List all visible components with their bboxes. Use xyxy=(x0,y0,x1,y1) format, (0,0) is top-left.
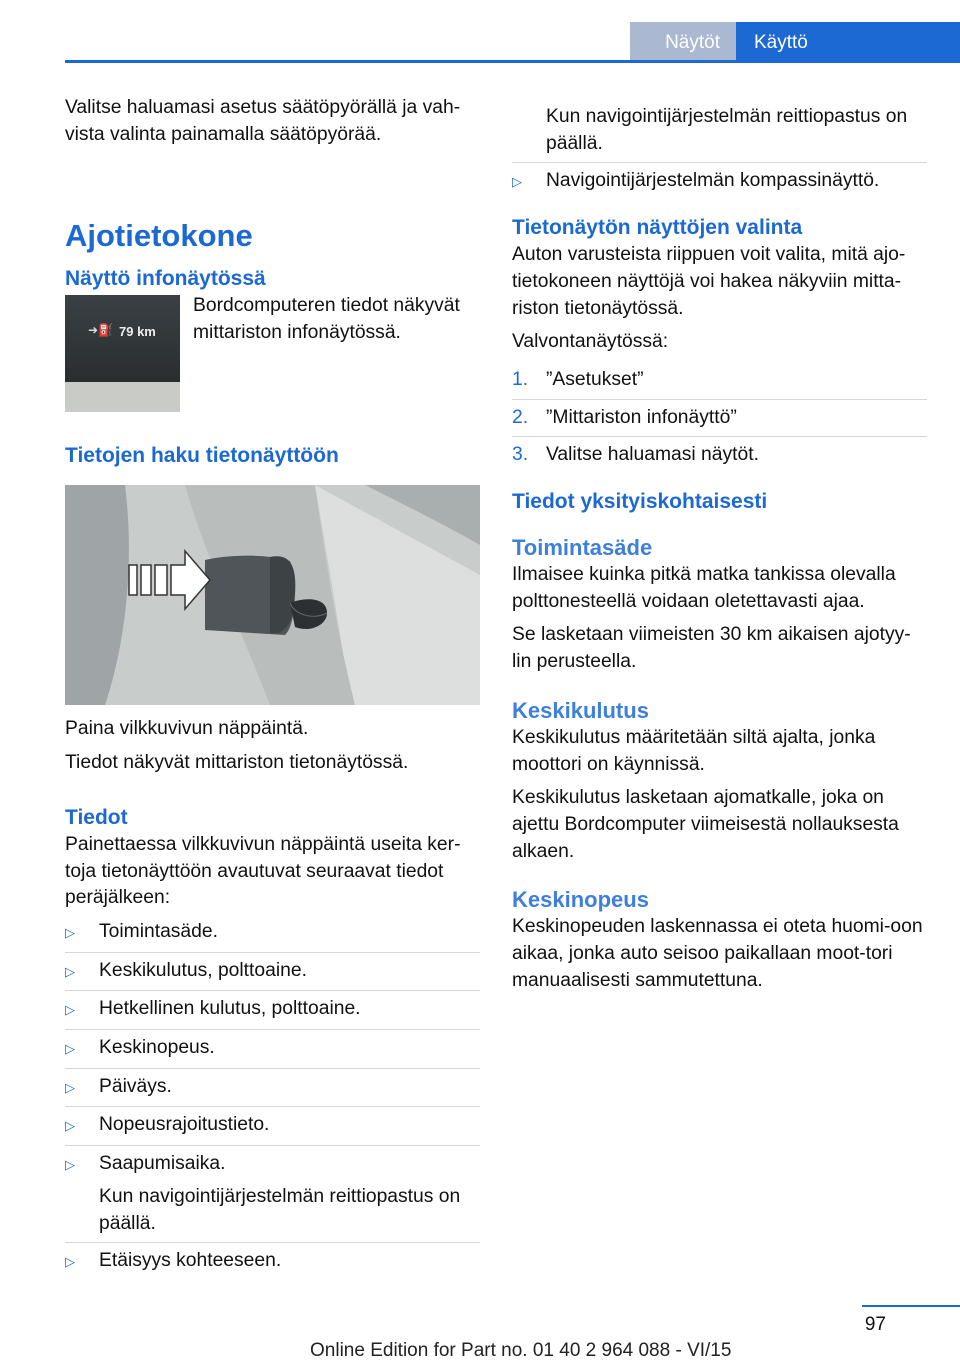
fetch-result: Tiedot näkyvät mittariston tietonäytössä. xyxy=(65,752,409,774)
triangle-bullet-icon: ▷ xyxy=(65,1118,75,1134)
section-title: Ajotietokone xyxy=(65,218,253,254)
triangle-bullet-icon: ▷ xyxy=(65,1002,75,1018)
divider xyxy=(512,436,927,437)
list-item: ▷ Saapumisaika. xyxy=(65,1151,480,1179)
select-note: Valvontanäytössä: xyxy=(512,331,669,353)
avg-text: Keskikulutus määritetään siltä ajalta, jonka moottori on käynnissä. xyxy=(512,726,876,775)
range-readout: 79 km xyxy=(119,324,156,340)
list-item: ▷ Nopeusrajoitustieto. xyxy=(65,1112,480,1140)
step-item: 1. ”Asetukset” xyxy=(512,368,644,390)
list-item-note: Kun navigointijärjestelmän reittiopastus on päällä. xyxy=(99,1185,461,1234)
divider xyxy=(65,952,480,953)
divider xyxy=(65,1068,480,1069)
heading-display: Näyttö infonäytössä xyxy=(65,267,266,291)
divider xyxy=(65,1106,480,1107)
triangle-bullet-icon: ▷ xyxy=(65,1041,75,1057)
heading-select: Tietonäytön näyttöjen valinta xyxy=(512,216,803,240)
triangle-bullet-icon: ▷ xyxy=(65,1157,75,1173)
list-item: ▷ Etäisyys kohteeseen. xyxy=(65,1248,480,1276)
tiedot-text: Painettaessa vilkkuvivun näppäintä useita ker-toja tietonäyttöön avautuvat seuraavat tiedot peräjälkeen: xyxy=(65,833,461,909)
intro-text: Valitse haluamasi asetus säätöpyörällä ja vah-vista valinta painamalla säätöpyörää. xyxy=(65,97,461,145)
heading-avg: Keskikulutus xyxy=(512,697,649,723)
display-text: Bordcomputeren tiedot näkyvät mittariston infonäytössä. xyxy=(193,295,460,344)
list-item: ▷ Navigointijärjestelmän kompassinäyttö. xyxy=(512,168,927,196)
avg-text-2: Keskikulutus lasketaan ajomatkalle, joka on ajettu Bordcomputer viimeisestä nollauksesta alkaen. xyxy=(512,787,899,862)
step-item: 3. Valitse haluamasi näytöt. xyxy=(512,444,759,466)
tab-kaytto[interactable]: Käyttö xyxy=(736,22,960,60)
triangle-bullet-icon: ▷ xyxy=(512,174,522,190)
speed-text: Keskinopeuden laskennassa ei oteta huomi-oon aikaa, jonka auto seisoo paikallaan moot-tori manuaalisesti sammutettuna. xyxy=(512,916,923,991)
list-item: ▷ Päiväys. xyxy=(65,1074,480,1102)
heading-range: Toimintasäde xyxy=(512,535,653,561)
page-number: 97 xyxy=(864,1314,886,1335)
edition-footer: Online Edition for Part no. 01 40 2 964 088 - VI/15 xyxy=(310,1340,732,1361)
left-column xyxy=(65,95,480,1281)
list-item: ▷ Toimintasäde. xyxy=(65,919,480,947)
range-text: Ilmaisee kuinka pitkä matka tankissa olevalla polttonesteellä voidaan oletettavasti ajaa. xyxy=(512,564,896,612)
divider xyxy=(65,1029,480,1030)
heading-tiedot: Tiedot xyxy=(65,805,128,829)
header-rule xyxy=(65,60,960,63)
divider xyxy=(65,990,480,991)
heading-detail: Tiedot yksityiskohtaisesti xyxy=(512,490,768,514)
list-item-note: Kun navigointijärjestelmän reittiopastus on päällä. xyxy=(546,106,908,154)
divider xyxy=(512,399,927,400)
divider xyxy=(65,1242,480,1243)
turn-signal-lever-image xyxy=(65,485,480,705)
select-text: Auton varusteista riippuen voit valita, mitä ajo-tietokoneen näyttöjä voi hakea näkyviin mitta-riston tietonäytössä. xyxy=(512,244,906,319)
list-item: ▷ Keskinopeus. xyxy=(65,1035,480,1063)
triangle-bullet-icon: ▷ xyxy=(65,924,75,940)
tab-naytot[interactable]: Näytöt xyxy=(630,22,736,60)
heading-speed: Keskinopeus xyxy=(512,887,649,913)
fetch-step: Paina vilkkuvivun näppäintä. xyxy=(65,718,309,740)
footer-rule xyxy=(862,1305,960,1307)
triangle-bullet-icon: ▷ xyxy=(65,1254,75,1270)
list-item: ▷ Keskikulutus, polttoaine. xyxy=(65,958,480,986)
triangle-bullet-icon: ▷ xyxy=(65,1079,75,1095)
triangle-bullet-icon: ▷ xyxy=(65,963,75,979)
range-text-2: Se lasketaan viimeisten 30 km aikaisen ajotyy-lin perusteella. xyxy=(512,624,911,673)
divider xyxy=(512,162,927,163)
heading-fetch: Tietojen haku tietonäyttöön xyxy=(65,444,339,468)
step-item: 2. ”Mittariston infonäyttö” xyxy=(512,406,737,428)
right-column xyxy=(512,104,927,1001)
fuel-pump-icon: ➜⛽ xyxy=(88,323,113,338)
list-item: ▷ Hetkellinen kulutus, polttoaine. xyxy=(65,996,480,1024)
divider xyxy=(65,1145,480,1146)
instrument-display-image xyxy=(65,295,180,412)
